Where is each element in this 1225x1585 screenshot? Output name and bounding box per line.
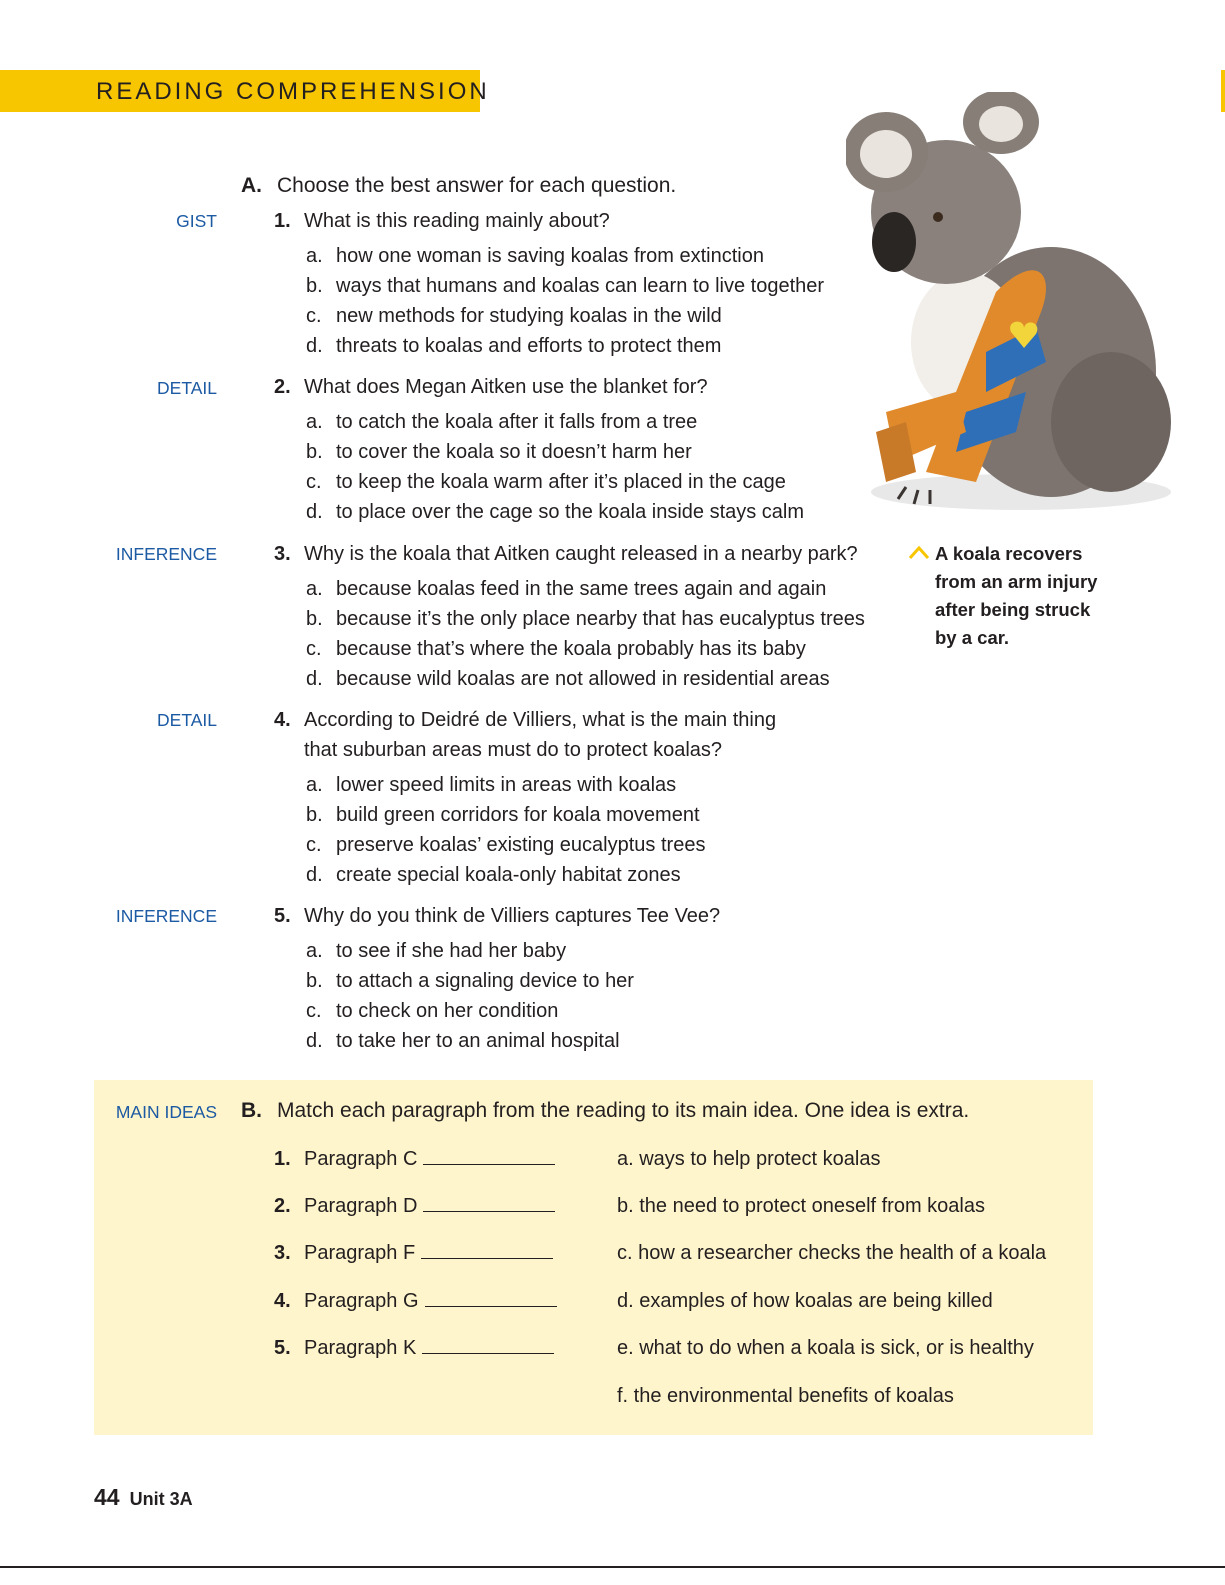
main-idea-option: f. the environmental benefits of koalas — [617, 1385, 954, 1407]
edge-tab-marker — [1221, 70, 1225, 112]
question-text: What is this reading mainly about? — [304, 210, 610, 232]
answer-option[interactable]: b. to cover the koala so it doesn’t harm her — [306, 441, 692, 463]
skill-label-main-ideas: MAIN IDEAS — [115, 1102, 217, 1122]
section-a-heading — [241, 174, 676, 198]
unit-label: Unit 3A — [129, 1489, 193, 1509]
match-paragraph-2: 2. Paragraph D — [274, 1195, 555, 1218]
question-number: 4. — [274, 709, 291, 731]
question-text: Why is the koala that Aitken caught released in a nearby park? — [304, 543, 858, 565]
match-paragraph-3: 3. Paragraph F — [274, 1242, 553, 1265]
section-b-instruction: Match each paragraph from the reading to its main idea. One idea is extra. — [277, 1099, 970, 1122]
main-idea-option: d. examples of how koalas are being killed — [617, 1290, 993, 1312]
question-text: Why do you think de Villiers captures Tee Vee? — [304, 905, 721, 927]
koala-photo — [846, 92, 1186, 522]
answer-option[interactable]: c. new methods for studying koalas in the wild — [306, 305, 722, 327]
photo-caption: A koala recovers from an arm injury after being struck by a car. — [935, 543, 1098, 648]
answer-blank[interactable] — [423, 1195, 555, 1212]
skill-label-detail: DETAIL — [157, 710, 217, 730]
answer-blank[interactable] — [422, 1337, 554, 1354]
answer-option[interactable]: c. to check on her condition — [306, 1000, 559, 1022]
skill-label-inference: INFERENCE — [115, 544, 217, 564]
answer-option[interactable]: c. preserve koalas’ existing eucalyptus trees — [306, 834, 706, 856]
answer-option[interactable]: a. to see if she had her baby — [306, 940, 567, 962]
caption-caret-icon — [908, 544, 930, 560]
answer-option[interactable]: a. lower speed limits in areas with koalas — [306, 774, 677, 796]
question-5 — [274, 901, 720, 931]
main-idea-option: c. how a researcher checks the health of a koala — [617, 1242, 1047, 1264]
main-idea-option: a. ways to help protect koalas — [617, 1148, 881, 1170]
skill-label-inference: INFERENCE — [115, 906, 217, 926]
question-3 — [274, 539, 858, 569]
answer-option[interactable]: d. to place over the cage so the koala inside stays calm — [306, 501, 805, 523]
answer-option[interactable]: b. ways that humans and koalas can learn to live together — [306, 275, 825, 297]
answer-option[interactable]: a. how one woman is saving koalas from extinction — [306, 245, 764, 267]
match-paragraph-1: 1. Paragraph C — [274, 1148, 555, 1171]
answer-option[interactable]: c. because that’s where the koala probably has its baby — [306, 638, 806, 660]
section-a-letter: A. — [241, 174, 262, 197]
question-number: 1. — [274, 210, 291, 232]
answer-option[interactable]: d. to take her to an animal hospital — [306, 1030, 620, 1052]
bottom-rule — [0, 1566, 1225, 1568]
main-idea-option: b. the need to protect oneself from koalas — [617, 1195, 985, 1217]
question-number: 5. — [274, 905, 291, 927]
page-number: 44 — [94, 1484, 120, 1510]
answer-blank[interactable] — [423, 1148, 555, 1165]
section-b-letter: B. — [241, 1099, 262, 1122]
answer-option[interactable]: c. to keep the koala warm after it’s placed in the cage — [306, 471, 786, 493]
answer-blank[interactable] — [425, 1290, 557, 1307]
skill-label-detail: DETAIL — [157, 378, 217, 398]
main-idea-option: e. what to do when a koala is sick, or is healthy — [617, 1337, 1034, 1359]
match-paragraph-4: 4. Paragraph G — [274, 1290, 557, 1313]
answer-blank[interactable] — [421, 1242, 553, 1259]
question-text-continued: that suburban areas must do to protect koalas? — [304, 739, 723, 761]
question-number: 2. — [274, 376, 291, 398]
answer-option[interactable]: b. build green corridors for koala movement — [306, 804, 700, 826]
answer-option[interactable]: a. to catch the koala after it falls from a tree — [306, 411, 698, 433]
question-number: 3. — [274, 543, 291, 565]
skill-label-gist: GIST — [176, 211, 217, 231]
answer-option[interactable]: a. because koalas feed in the same trees again and again — [306, 578, 827, 600]
question-text: According to Deidré de Villiers, what is the main thing — [304, 709, 777, 731]
page-folio — [94, 1484, 193, 1511]
question-2 — [274, 372, 708, 402]
answer-option[interactable]: d. threats to koalas and efforts to protect them — [306, 335, 722, 357]
question-text: What does Megan Aitken use the blanket for? — [304, 376, 708, 398]
answer-option[interactable]: b. to attach a signaling device to her — [306, 970, 634, 992]
answer-option[interactable]: d. because wild koalas are not allowed in residential areas — [306, 668, 830, 690]
question-1 — [274, 206, 610, 236]
match-paragraph-5: 5. Paragraph K — [274, 1337, 554, 1360]
section-b-heading — [241, 1099, 969, 1123]
answer-option[interactable]: b. because it’s the only place nearby that has eucalyptus trees — [306, 608, 865, 630]
section-header-title: READING COMPREHENSION — [96, 78, 490, 105]
question-4 — [274, 705, 776, 765]
answer-option[interactable]: d. create special koala-only habitat zones — [306, 864, 681, 886]
section-a-instruction: Choose the best answer for each question. — [277, 174, 677, 197]
